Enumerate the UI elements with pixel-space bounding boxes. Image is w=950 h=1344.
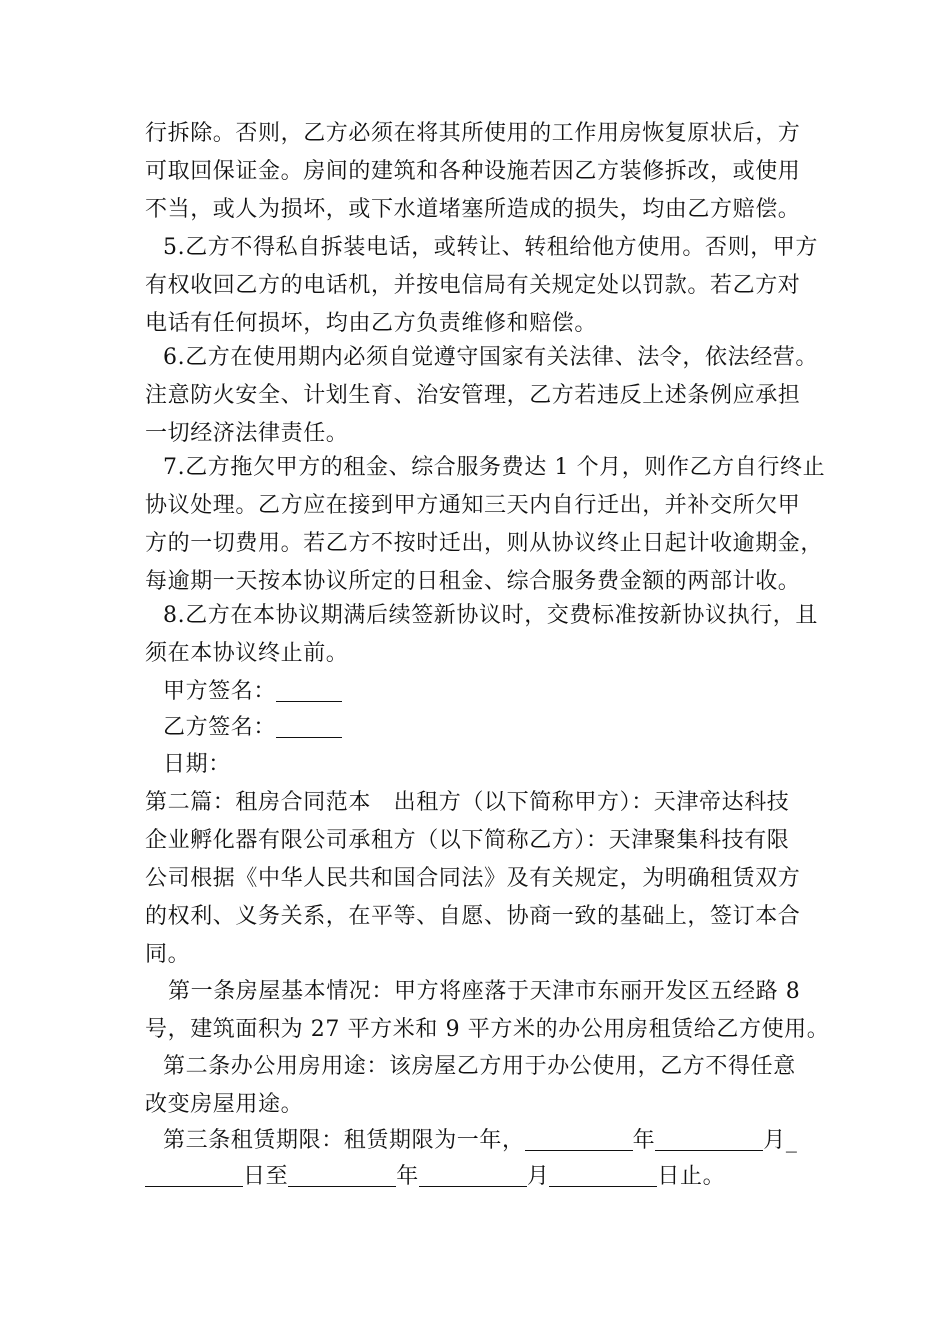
month-label: 月 xyxy=(526,1164,550,1189)
text-line: 第二条办公用房用途：该房屋乙方用于办公使用，乙方不得任意 xyxy=(163,1054,796,1079)
signature-label: 乙方签名： xyxy=(163,715,277,740)
day-label: 日至 xyxy=(243,1164,289,1189)
end-label: 日止。 xyxy=(657,1164,726,1189)
text-line: 改变房屋用途。 xyxy=(145,1092,304,1117)
year-blank xyxy=(525,1128,633,1151)
month-blank xyxy=(655,1128,763,1151)
text-line: 8.乙方在本协议期满后续签新协议时，交费标准按新协议执行，且 xyxy=(163,603,818,628)
trailing-underscore: _ xyxy=(785,1128,798,1153)
text-line: 号，建筑面积为 27 平方米和 9 平方米的办公用房租赁给乙方使用。 xyxy=(145,1017,830,1042)
text-line: 可取回保证金。房间的建筑和各种设施若因乙方装修拆改，或使用 xyxy=(145,159,801,184)
day-blank xyxy=(549,1164,657,1187)
year-blank xyxy=(288,1164,396,1187)
lease-term-line xyxy=(145,1162,725,1192)
text-line: 行拆除。否则，乙方必须在将其所使用的工作用房恢复原状后，方 xyxy=(145,121,801,146)
text-line: 6.乙方在使用期内必须自觉遵守国家有关法律、法令，依法经营。 xyxy=(163,345,818,370)
text-line: 电话有任何损坏，均由乙方负责维修和赔偿。 xyxy=(145,311,598,336)
lease-term-prefix: 第三条租赁期限：租赁期限为一年， xyxy=(163,1128,525,1153)
text-line: 第一条房屋基本情况：甲方将座落于天津市东丽开发区五经路 8 xyxy=(168,979,801,1004)
text-line: 方的一切费用。若乙方不按时迁出，则从协议终止日起计收逾期金， xyxy=(145,531,824,556)
text-line: 公司根据《中华人民共和国合同法》及有关规定，为明确租赁双方 xyxy=(145,866,801,891)
text-line: 的权利、义务关系，在平等、自愿、协商一致的基础上，签订本合 xyxy=(145,904,801,929)
text-line: 一切经济法律责任。 xyxy=(145,421,349,446)
year-label: 年 xyxy=(396,1164,419,1189)
text-line: 第二篇：租房合同范本 出租方（以下简称甲方）：天津帝达科技 xyxy=(145,790,790,815)
text-line: 不当，或人为损坏，或下水道堵塞所造成的损失，均由乙方赔偿。 xyxy=(145,197,801,222)
text-line: 有权收回乙方的电话机，并按电信局有关规定处以罚款。若乙方对 xyxy=(145,273,801,298)
signature-blank xyxy=(276,679,342,702)
year-label: 年 xyxy=(632,1128,656,1153)
text-line: 须在本协议终止前。 xyxy=(145,641,349,666)
day-blank xyxy=(145,1164,243,1187)
month-blank xyxy=(419,1164,527,1187)
lease-term-line xyxy=(163,1126,797,1156)
text-line: 每逾期一天按本协议所定的日租金、综合服务费金额的两部计收。 xyxy=(145,569,801,594)
date-label: 日期： xyxy=(163,752,231,777)
signature-label: 甲方签名： xyxy=(163,679,277,704)
party-a-signature xyxy=(163,677,342,707)
signature-blank xyxy=(276,715,342,738)
text-line: 协议处理。乙方应在接到甲方通知三天内自行迁出，并补交所欠甲 xyxy=(145,493,801,518)
text-line: 7.乙方拖欠甲方的租金、综合服务费达 1 个月，则作乙方自行终止 xyxy=(163,455,826,480)
party-b-signature xyxy=(163,713,342,743)
month-label: 月 xyxy=(763,1128,786,1153)
text-line: 5.乙方不得私自拆装电话，或转让、转租给他方使用。否则，甲方 xyxy=(163,235,818,260)
text-line: 同。 xyxy=(145,942,191,967)
text-line: 注意防火安全、计划生育、治安管理，乙方若违反上述条例应承担 xyxy=(145,383,801,408)
text-line: 企业孵化器有限公司承租方（以下简称乙方）：天津聚集科技有限 xyxy=(145,828,790,853)
